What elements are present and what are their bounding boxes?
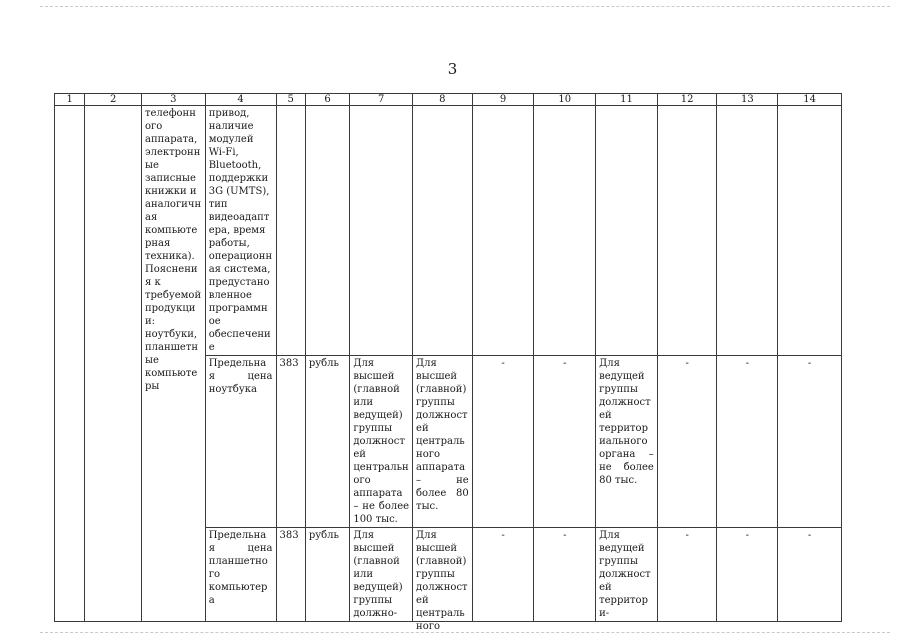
col-num-12: 12 xyxy=(657,94,717,106)
cell-dash: - xyxy=(717,356,778,528)
cell-unit: рубль xyxy=(305,356,350,528)
requirements-table xyxy=(54,93,842,632)
cell-value-col11: Для ведущей группы должностей территориального органа – не более 80 тыс. xyxy=(596,356,658,528)
scan-artifact-bottom xyxy=(40,632,890,633)
table-row xyxy=(55,106,842,356)
cell-empty xyxy=(717,106,778,356)
cell-characteristic-name: Предельная цена планшетного компьютера xyxy=(205,528,276,622)
cell-empty xyxy=(350,106,413,356)
cell-empty xyxy=(778,106,842,356)
cell-value-col7: Для высшей (главной или ведущей) группы должно- xyxy=(350,528,413,622)
col-num-9: 9 xyxy=(472,94,534,106)
col-num-14: 14 xyxy=(778,94,842,106)
col-num-10: 10 xyxy=(534,94,596,106)
cell-empty xyxy=(305,106,350,356)
cell-dash: - xyxy=(657,356,717,528)
col-num-7: 7 xyxy=(350,94,413,106)
cell-characteristic-name: Предельная цена ноутбука xyxy=(205,356,276,528)
cell-dash: - xyxy=(717,528,778,622)
cell-value-col8: Для высшей (главной) группы должностей центрального xyxy=(413,528,473,622)
col-num-6: 6 xyxy=(305,94,350,106)
cell-okei-code: 383 xyxy=(276,528,305,622)
cell-product-description: телефонного аппарата, электронные записные книжки и аналогичная компьютерная техника). Пояснения к требуемой продукции: ноутбуки, планшетные компьютеры xyxy=(141,106,205,622)
cell-empty xyxy=(596,106,658,356)
scan-artifact-top xyxy=(40,6,890,7)
cell-empty xyxy=(413,106,473,356)
cell-col2 xyxy=(85,106,142,622)
col-num-3: 3 xyxy=(141,94,205,106)
cell-okei-code: 383 xyxy=(276,356,305,528)
col-num-5: 5 xyxy=(276,94,305,106)
cell-dash: - xyxy=(534,356,596,528)
cell-dash: - xyxy=(778,356,842,528)
cell-dash: - xyxy=(534,528,596,622)
cell-dash: - xyxy=(472,356,534,528)
cell-empty xyxy=(276,106,305,356)
cell-characteristics: привод, наличие модулей Wi-Fi, Bluetooth, поддержки 3G (UMTS), тип видеоадаптера, время работы, операционная система, предустановленное программное обеспечение xyxy=(205,106,276,356)
column-numbers-row xyxy=(55,94,842,106)
col-num-13: 13 xyxy=(717,94,778,106)
col-num-8: 8 xyxy=(413,94,473,106)
page-number: 3 xyxy=(447,60,458,78)
cell-value-col7: Для высшей (главной или ведущей) группы должностей центрального аппарата – не более 100 тыс. xyxy=(350,356,413,528)
cell-col1 xyxy=(55,106,85,622)
cell-value-col11: Для ведущей группы должностей территори- xyxy=(596,528,658,622)
col-num-2: 2 xyxy=(85,94,142,106)
cell-unit: рубль xyxy=(305,528,350,622)
cell-dash: - xyxy=(778,528,842,622)
col-num-1: 1 xyxy=(55,94,85,106)
cell-empty xyxy=(657,106,717,356)
cell-dash: - xyxy=(472,528,534,622)
cell-empty xyxy=(472,106,534,356)
col-num-4: 4 xyxy=(205,94,276,106)
cell-empty xyxy=(534,106,596,356)
cell-dash: - xyxy=(657,528,717,622)
cell-value-col8: Для высшей (главной) группы должностей центрального аппарата – не более 80 тыс. xyxy=(413,356,473,528)
col-num-11: 11 xyxy=(596,94,658,106)
